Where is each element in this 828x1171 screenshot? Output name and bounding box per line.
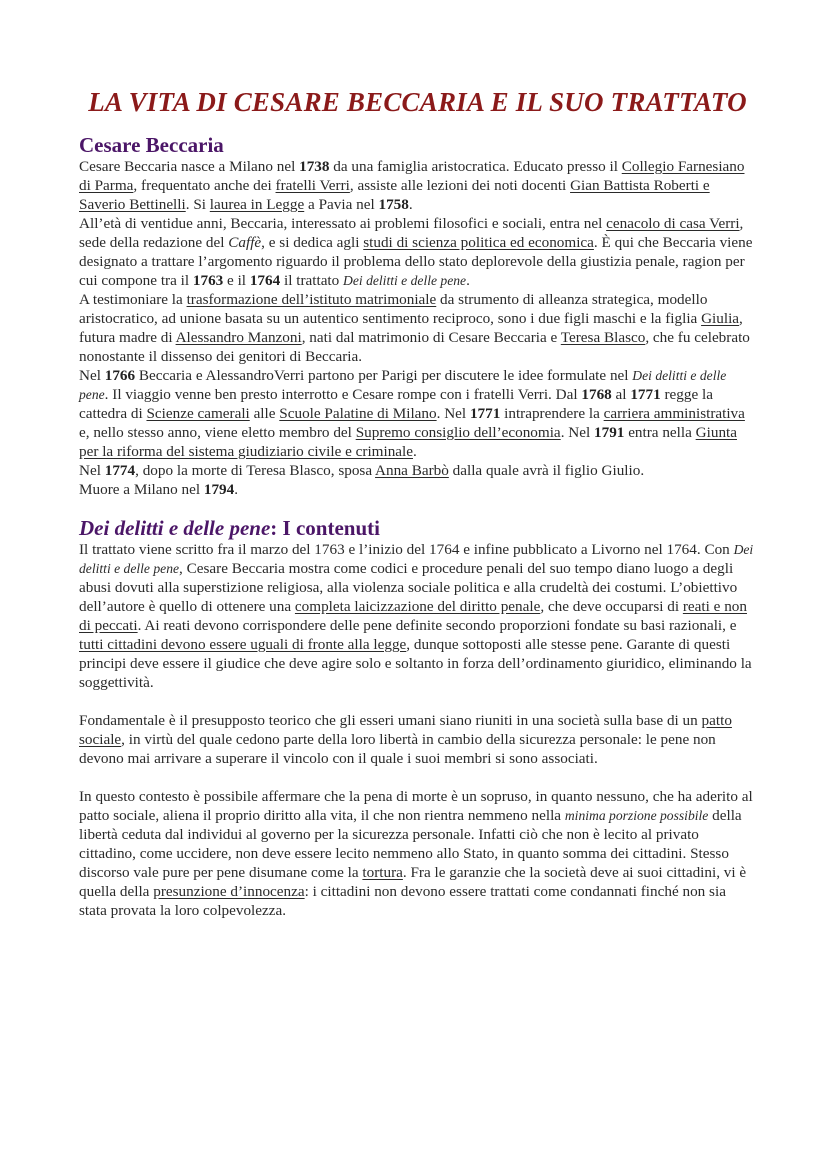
paragraph-seconde-nozze (79, 461, 756, 480)
paragraph-casa-verri (79, 214, 756, 290)
text: All’età di ventidue anni, Beccaria, interessato ai problemi filosofici e sociali, entra nel (79, 215, 607, 232)
text: . Fra le garanzie che la società deve ai suoi cittadini, vi è quella della (79, 864, 747, 900)
link-scuole-palatine[interactable]: Scuole Palatine di Milano (279, 405, 437, 422)
link-carriera-amministrativa[interactable]: carriera amministrativa (603, 405, 745, 422)
year-bold: 1763 (192, 272, 224, 289)
text: Fondamentale è il presupposto teorico che gli esseri umani siano riuniti in una società sulla base di un (79, 712, 702, 729)
italic-caffe: Caffè (228, 234, 262, 251)
text: al (611, 386, 631, 403)
link-teresa-blasco[interactable]: Teresa Blasco (560, 329, 646, 346)
text: della libertà ceduta dal individui al governo per la sicurezza personale. Infatti ciò che non è lecito al privato cittadino, come uccidere, non deve essere lecito nemmeno allo Stato, in quanto somma dei cittadini. Stesso discorso vale pure per pene disumane come la (79, 807, 742, 881)
text: Beccaria e AlessandroVerri partono per Parigi per discutere le idee formulate nel (135, 367, 633, 384)
link-fratelli-verri[interactable]: fratelli Verri (275, 177, 350, 194)
text: , dopo la morte di Teresa Blasco, sposa (135, 462, 376, 479)
paragraph-gap (79, 768, 756, 787)
paragraph-pena-di-morte (79, 787, 756, 920)
link-trasformazione-matrimoniale[interactable]: trasformazione dell’istituto matrimoniale (186, 291, 437, 308)
link-laicizzazione[interactable]: completa laicizzazione del diritto penale (294, 598, 541, 615)
text: Muore a Milano nel (79, 481, 204, 498)
link-tortura[interactable]: tortura (362, 864, 403, 881)
year-bold: 1766 (104, 367, 136, 384)
link-sociale[interactable]: sociale (79, 731, 122, 748)
italic-treatise-title: Dei delitti e delle pene (79, 368, 727, 402)
year-bold: 1768 (581, 386, 612, 403)
text: Nel (79, 367, 105, 384)
paragraph-contenuti (79, 540, 756, 692)
link-scienze-camerali[interactable]: Scienze camerali (146, 405, 250, 422)
italic-minima-porzione: minima porzione possibile (564, 808, 709, 823)
italic-treatise-title: Dei delitti e delle pene (343, 273, 467, 288)
year-bold: 1791 (594, 424, 625, 441)
text: In questo contesto è possibile affermare che la pena di morte è un sopruso, in quanto nessuno, che ha aderito al patto sociale, aliena il proprio diritto alla vita, il che non rientra nemmeno nella (79, 788, 753, 824)
paragraph-biography-early (79, 157, 756, 214)
heading-italic-part: Dei delitti e delle pene (79, 516, 271, 540)
text: . (408, 196, 413, 213)
section-heading-contenuti (79, 516, 756, 540)
section-heading-beccaria: Cesare Beccaria (79, 133, 224, 157)
link-giulia[interactable]: Giulia (701, 310, 740, 327)
text: . (413, 443, 417, 460)
text: . (466, 272, 470, 289)
link-anna-barbo[interactable]: Anna Barbò (375, 462, 449, 479)
text: : i cittadini non devono essere trattati come condannati finché non sia stata provata la loro colpevolezza. (79, 883, 726, 919)
text: . Nel (436, 405, 470, 422)
paragraph-patto-sociale (79, 711, 756, 768)
text: . Nel (560, 424, 595, 441)
italic-treatise-title: Dei delitti e delle pene (79, 542, 754, 576)
link-uguali-legge[interactable]: tutti cittadini devono essere uguali di fronte alla legge (79, 636, 407, 653)
text: dalla quale avrà il figlio Giulio. (448, 462, 645, 479)
text: da una famiglia aristocratica. Educato presso il (329, 158, 622, 175)
paragraph-carriera (79, 366, 756, 461)
text: . (234, 481, 239, 498)
text: A testimoniare la (79, 291, 187, 308)
link-presunzione-innocenza[interactable]: presunzione d’innocenza (153, 883, 305, 900)
year-bold: 1764 (249, 272, 281, 289)
text: da strumento di alleanza strategica, modello aristocratico, ad unione basata su un autentico sentimento reciproco, sono i due figli maschi e la figlia (79, 291, 708, 327)
text: , in virtù del quale cedono parte della loro libertà in cambio della sicurezza personale: le pene non devono mai arrivare a superare il vincolo con il quale i suoi membri si sono associati. (79, 731, 716, 767)
link-giunta-riforma[interactable]: Giunta per la riforma del sistema giudiziario civile e criminale (79, 424, 737, 460)
link-supremo-consiglio[interactable]: Supremo consiglio dell’economia (355, 424, 561, 441)
year-bold: 1738 (299, 158, 330, 175)
link-cenacolo-casa-verri[interactable]: cenacolo di casa Verri (606, 215, 740, 232)
text: , futura madre di (79, 310, 743, 346)
link-patto[interactable]: patto (701, 712, 732, 729)
year-bold: 1794 (203, 481, 235, 498)
text: . Ai reati devono corrispondere delle pene definite secondo proporzioni fondate su basi razionali, e (137, 617, 737, 634)
year-bold: 1758 (378, 196, 409, 213)
text: . È qui che Beccaria viene designato a trattare l’argomento riguardo il problema dello stato deplorevole della giustizia penale, ragion per cui compone tra il (79, 234, 753, 289)
year-bold: 1771 (630, 386, 661, 403)
text: Cesare Beccaria nasce a Milano nel (79, 158, 300, 175)
link-laurea-in-legge[interactable]: laurea in Legge (209, 196, 305, 213)
year-bold: 1771 (469, 405, 501, 422)
link-studi-scienza-politica[interactable]: studi di scienza politica ed economica (363, 234, 594, 251)
text: e il (223, 272, 250, 289)
text: alle (249, 405, 280, 422)
link-reati-peccati[interactable]: reati e non di peccati (79, 598, 747, 634)
text: , sede della redazione del (79, 215, 744, 251)
text: . Si (185, 196, 210, 213)
text: , dunque sottoposti alle stesse pene. Garante di questi principi deve essere il giudice che deve agire solo e soltanto in forza dell’ordinamento giuridico, eliminando la soggettività. (79, 636, 752, 691)
text: a Pavia nel (304, 196, 379, 213)
text: il trattato (280, 272, 344, 289)
text: , Cesare Beccaria mostra come codici e procedure penali del suo tempo diano luogo a degli abusi dovuti alla superstizione religiosa, alla violenza sociale politica e alla crudeltà dei costumi. L’obiettivo dell’autore è quello di ottenere una (79, 560, 738, 615)
text: . Il viaggio venne ben presto interrotto e Cesare rompe con i fratelli Verri. Dal (104, 386, 582, 403)
page-title: LA VITA DI CESARE BECCARIA E IL SUO TRATTATO (88, 87, 747, 117)
text: entra nella (624, 424, 696, 441)
year-bold: 1774 (104, 462, 136, 479)
link-saverio-bettinelli[interactable]: Saverio Bettinelli (79, 196, 186, 213)
link-gian-battista-roberti[interactable]: Gian Battista Roberti e (570, 177, 710, 194)
text: , che deve occuparsi di (540, 598, 683, 615)
text: regge la cattedra di (79, 386, 713, 422)
link-collegio-farnesiano[interactable]: Collegio Farnesiano di Parma (79, 158, 745, 194)
text: , nati dal matrimonio di Cesare Beccaria e (301, 329, 561, 346)
paragraph-morte (79, 480, 756, 499)
text: Il trattato viene scritto fra il marzo del 1763 e l’inizio del 1764 e infine pubblicato a Livorno nel 1764. Con (79, 541, 734, 558)
text: , frequentato anche dei (133, 177, 276, 194)
paragraph-gap (79, 692, 756, 711)
text: intraprendere la (500, 405, 604, 422)
text: , assiste alle lezioni dei noti docenti (349, 177, 571, 194)
text: , che fu celebrato nonostante il dissenso dei genitori di Beccaria. (79, 329, 750, 365)
heading-rest: : I contenuti (270, 516, 380, 540)
link-alessandro-manzoni[interactable]: Alessandro Manzoni (175, 329, 302, 346)
text: Nel (79, 462, 105, 479)
paragraph-matrimonio (79, 290, 756, 366)
text: e, nello stesso anno, viene eletto membro del (79, 424, 356, 441)
text: , e si dedica agli (261, 234, 364, 251)
